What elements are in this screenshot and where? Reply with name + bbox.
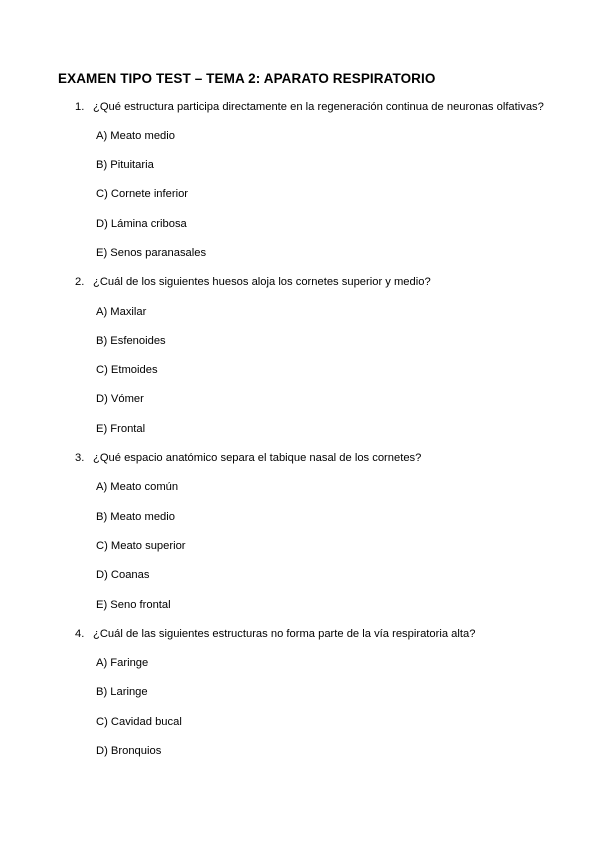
- question-number: 4.: [75, 628, 85, 640]
- option-4a: A) Faringe: [96, 657, 149, 669]
- option-2d: D) Vómer: [96, 393, 144, 405]
- option-1d: D) Lámina cribosa: [96, 218, 187, 230]
- option-3e: E) Seno frontal: [96, 599, 171, 611]
- question-text: ¿Qué estructura participa directamente en la regeneración continua de neuronas olfativas?: [93, 101, 544, 113]
- question-text: ¿Cuál de las siguientes estructuras no forma parte de la vía respiratoria alta?: [93, 628, 476, 640]
- option-1e: E) Senos paranasales: [96, 247, 207, 259]
- question-number: 1.: [75, 101, 85, 113]
- option-2a: A) Maxilar: [96, 306, 147, 318]
- question-number: 3.: [75, 452, 85, 464]
- option-4d: D) Bronquios: [96, 745, 162, 757]
- option-3d: D) Coanas: [96, 569, 150, 581]
- option-1b: B) Pituitaria: [96, 159, 154, 171]
- option-4c: C) Cavidad bucal: [96, 716, 182, 728]
- exam-title: EXAMEN TIPO TEST – TEMA 2: APARATO RESPIRATORIO: [58, 71, 436, 86]
- option-2c: C) Etmoides: [96, 364, 158, 376]
- option-2b: B) Esfenoides: [96, 335, 166, 347]
- option-3c: C) Meato superior: [96, 540, 186, 552]
- option-4b: B) Laringe: [96, 686, 148, 698]
- question-number: 2.: [75, 276, 85, 288]
- option-1c: C) Cornete inferior: [96, 188, 189, 200]
- option-2e: E) Frontal: [96, 423, 146, 435]
- question-text: ¿Cuál de los siguientes huesos aloja los cornetes superior y medio?: [93, 276, 431, 288]
- option-1a: A) Meato medio: [96, 130, 175, 142]
- option-3b: B) Meato medio: [96, 511, 175, 523]
- question-text: ¿Qué espacio anatómico separa el tabique nasal de los cornetes?: [93, 452, 422, 464]
- option-3a: A) Meato común: [96, 481, 179, 493]
